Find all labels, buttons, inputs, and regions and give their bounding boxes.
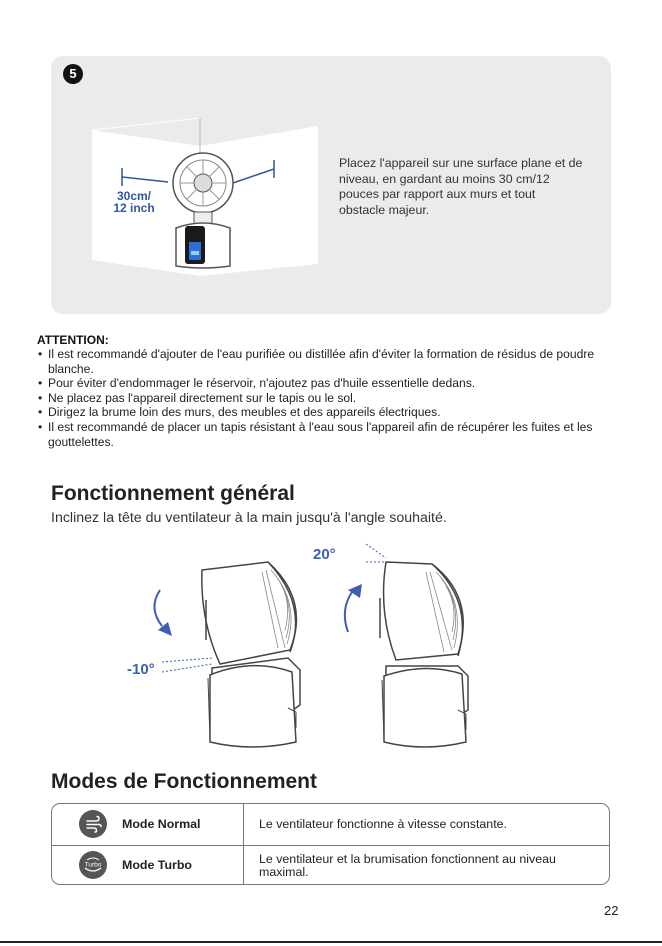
turbo-icon: [79, 851, 107, 879]
placement-instruction: Placez l'appareil sur une surface plane et de niveau, en gardant au moins 30 cm/12 pouces par rapport aux murs et tout obstacle majeur.: [339, 156, 583, 217]
mode-normal-name: Mode Normal: [122, 817, 201, 831]
column-divider: [243, 804, 244, 884]
fan-tilted-down: [202, 562, 300, 747]
wind-icon: [79, 810, 107, 838]
mode-turbo-description: Le ventilateur et la brumisation fonctionnent au niveau maximal.: [259, 852, 556, 879]
row-divider: [52, 845, 609, 846]
angle-label-down: -10°: [127, 661, 155, 678]
list-item: • Pour éviter d'endommager le réservoir, n'ajoutez pas d'huile essentielle dedans.: [37, 376, 612, 391]
list-item: • Ne placez pas l'appareil directement sur le tapis ou le sol.: [37, 391, 612, 406]
fan-tilted-up: [380, 562, 468, 747]
angle-label-up: 20°: [313, 546, 336, 563]
modes-table: [51, 803, 610, 885]
list-item: • Il est recommandé d'ajouter de l'eau purifiée ou distillée afin d'éviter la formation de résidus de poudre blanche.: [37, 347, 612, 376]
page-number: 22: [604, 903, 619, 918]
general-heading: Fonctionnement général: [51, 482, 295, 505]
attention-list: [37, 347, 612, 449]
distance-label: 30cm/ 12 inch: [113, 189, 155, 215]
tilt-illustration: [140, 540, 480, 755]
list-item: • Il est recommandé de placer un tapis résistant à l'eau sous l'appareil afin de récupérer les fuites et les gouttelettes.: [37, 420, 612, 449]
attention-title: ATTENTION:: [37, 333, 109, 347]
general-subtitle: Inclinez la tête du ventilateur à la main jusqu'à l'angle souhaité.: [51, 510, 447, 526]
bottom-rule: [0, 941, 662, 943]
step-number-badge: 5: [63, 64, 83, 84]
list-item: • Dirigez la brume loin des murs, des meubles et des appareils électriques.: [37, 405, 612, 420]
mode-normal-description: Le ventilateur fonctionne à vitesse constante.: [259, 817, 507, 831]
mode-turbo-name: Mode Turbo: [122, 858, 192, 872]
modes-heading: Modes de Fonctionnement: [51, 770, 318, 793]
svg-text:Turbo: Turbo: [84, 861, 102, 869]
